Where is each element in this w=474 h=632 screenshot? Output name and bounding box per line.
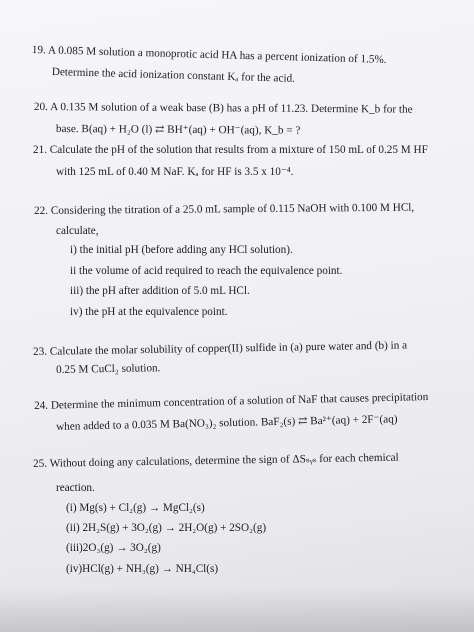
question-text: with 125 mL of 0.40 M NaF. Kₐ for HF is 3.5 x 10⁻⁴.: [56, 166, 294, 178]
page-shadow: [0, 588, 474, 632]
sub-item: iv) the pH at the equivalence point.: [70, 306, 228, 318]
question-text: base. B(aq) + H₂O (l) ⇄ BH⁺(aq) + OH⁻(aq), K_b = ?: [55, 123, 301, 137]
question-text: A 0.135 M solution of a weak base (B) has a pH of 11.23. Determine K_b for the: [50, 101, 413, 116]
question-23: [33, 339, 407, 359]
question-number: 19.: [31, 44, 46, 57]
question-number: 25.: [33, 457, 48, 470]
question-25-line2: [56, 482, 95, 495]
question-number: 24.: [34, 399, 49, 412]
question-text: Calculate the pH of the solution that results from a mixture of 150 mL of 0.25 M HF: [49, 144, 428, 156]
question-21-line2: [56, 166, 293, 179]
question-number: 20.: [33, 101, 48, 114]
sub-item: (i) Mg(s) + Cl₂(g) → MgCl₂(s): [66, 502, 205, 514]
sub-item: (iv)HCl(g) + NH₃(g) → NH₄Cl(s): [66, 563, 219, 575]
question-text: when added to a 0.035 M Ba(NO₃)₂ solution. BaF₂(s) ⇄ Ba²⁺(aq) + 2F⁻(aq): [56, 413, 398, 433]
sub-item: (ii) 2H₂S(g) + 3O₂(g) → 2H₂O(g) + 2SO₂(g): [66, 522, 267, 534]
question-24: [34, 391, 428, 413]
question-22: [34, 202, 414, 218]
sub-item: iii) the pH after addition of 5.0 mL HCl.: [70, 285, 250, 297]
question-number: 22.: [34, 204, 49, 217]
question-19-line2: [52, 66, 295, 86]
sub-item: i) the initial pH (before adding any HCl solution).: [70, 244, 293, 256]
question-19: [32, 44, 387, 67]
question-25: [33, 452, 399, 471]
question-text: calculate,: [56, 225, 99, 237]
question-number: 21.: [33, 144, 47, 156]
question-text: 0.25 M CuCl₂ solution.: [56, 362, 161, 376]
question-text: A 0.085 M solution a monoprotic acid HA has a percent ionization of 1.5%.: [47, 44, 387, 66]
question-20: [34, 101, 413, 117]
sub-item: (iii)2O₃(g) → 3O₂(g): [66, 542, 161, 554]
question-23-line2: [56, 362, 161, 377]
question-text: reaction.: [56, 482, 95, 494]
question-number: 23.: [33, 345, 48, 358]
question-20-line2: [56, 123, 300, 138]
question-text: Determine the minimum concentration of a solution of NaF that causes precipitation: [50, 391, 429, 412]
question-text: Considering the titration of a 25.0 mL sample of 0.115 NaOH with 0.100 M HCl,: [50, 201, 415, 217]
sub-item: ii the volume of acid required to reach the equivalence point.: [70, 265, 343, 277]
question-22-line2: [56, 225, 99, 238]
question-text: Without doing any calculations, determine the sign of ΔSₛᵧₛ for each chemical: [49, 451, 399, 470]
question-text: Determine the acid ionization constant Kₐ for the acid.: [51, 66, 296, 85]
question-21: [33, 144, 428, 157]
question-text: Calculate the molar solubility of copper(II) sulfide in (a) pure water and (b) in a: [49, 339, 408, 358]
question-24-line2: [56, 413, 398, 434]
